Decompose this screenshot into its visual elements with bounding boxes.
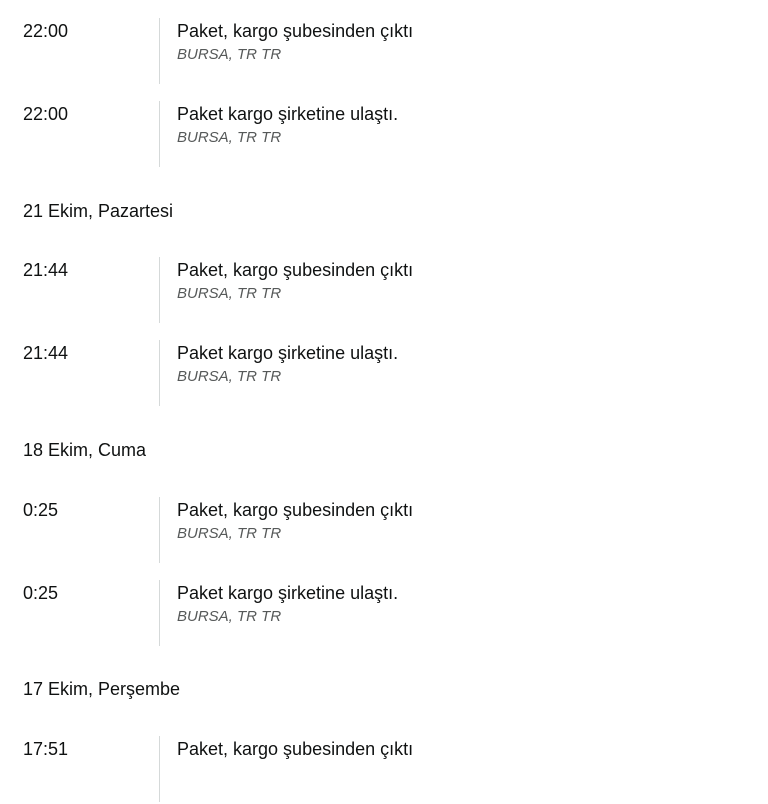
event-status: Paket, kargo şubesinden çıktı	[177, 739, 414, 759]
tracking-event	[0, 738, 768, 804]
timeline-divider	[159, 736, 160, 802]
event-location: BURSA, TR TR	[177, 129, 282, 146]
event-location: BURSA, TR TR	[177, 525, 282, 542]
timeline-divider	[159, 340, 160, 406]
tracking-event	[0, 259, 768, 325]
event-time: 21:44	[23, 260, 69, 280]
event-time: 17:51	[23, 739, 69, 759]
event-time: 22:00	[23, 21, 69, 41]
event-time: 0:25	[23, 583, 59, 603]
event-location: BURSA, TR TR	[177, 285, 282, 302]
tracking-event	[0, 499, 768, 565]
event-status: Paket kargo şirketine ulaştı.	[177, 583, 399, 603]
event-location: BURSA, TR TR	[177, 608, 282, 625]
tracking-event	[0, 103, 768, 169]
event-status: Paket, kargo şubesinden çıktı	[177, 260, 414, 280]
tracking-event	[0, 342, 768, 408]
event-status: Paket kargo şirketine ulaştı.	[177, 343, 399, 363]
event-status: Paket kargo şirketine ulaştı.	[177, 104, 399, 124]
event-status: Paket, kargo şubesinden çıktı	[177, 500, 414, 520]
event-time: 22:00	[23, 104, 69, 124]
timeline-divider	[159, 580, 160, 646]
event-location: BURSA, TR TR	[177, 368, 282, 385]
tracking-event	[0, 582, 768, 648]
event-status: Paket, kargo şubesinden çıktı	[177, 21, 414, 41]
timeline-divider	[159, 257, 160, 323]
event-time: 0:25	[23, 500, 59, 520]
timeline-divider	[159, 497, 160, 563]
event-time: 21:44	[23, 343, 69, 363]
timeline-divider	[159, 18, 160, 84]
date-heading: 17 Ekim, Perşembe	[23, 679, 181, 699]
event-location: BURSA, TR TR	[177, 46, 282, 63]
date-heading: 18 Ekim, Cuma	[23, 440, 147, 460]
timeline-divider	[159, 101, 160, 167]
tracking-event	[0, 20, 768, 86]
date-heading: 21 Ekim, Pazartesi	[23, 201, 174, 221]
